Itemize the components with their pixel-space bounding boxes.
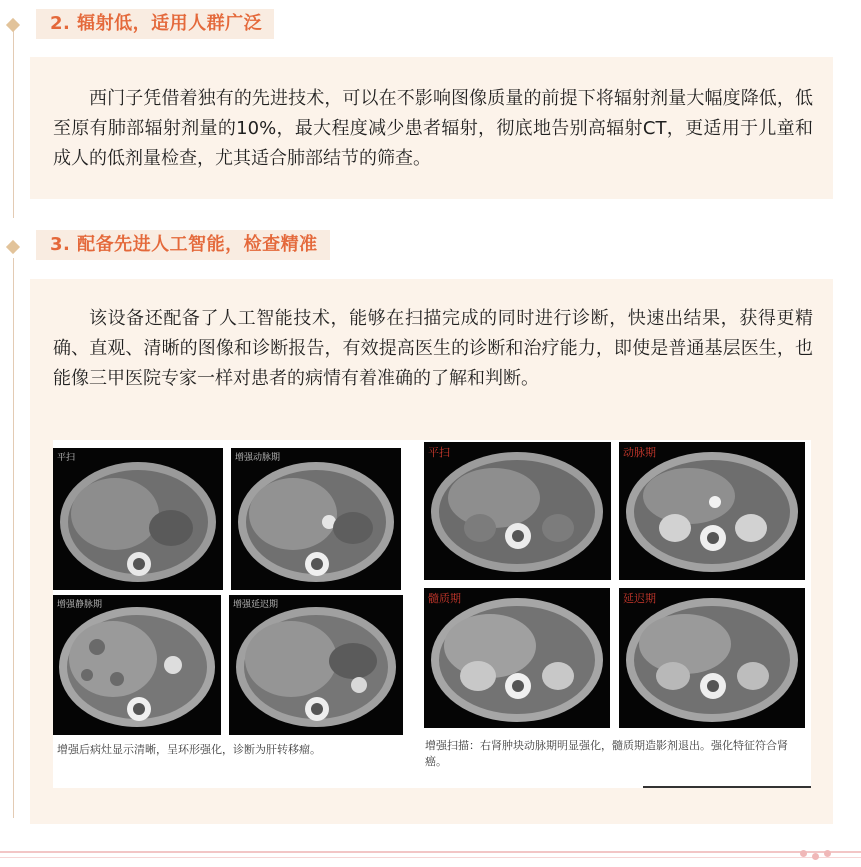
bottom-divider — [0, 851, 861, 853]
ct-image-liver-arterial — [231, 448, 401, 590]
ct-image-liver-plain — [53, 448, 223, 590]
section-heading-ai: 3. 配备先进人工智能，检查精准 — [36, 230, 330, 260]
ct-image-kidney-arterial — [619, 442, 805, 580]
ct-label: 动脉期 — [623, 446, 656, 459]
diamond-bullet-icon — [6, 240, 20, 254]
flower-ornament-icon — [800, 850, 807, 857]
timeline-line-top — [13, 30, 14, 218]
ct-scan-figure — [53, 440, 811, 788]
ct-image-kidney-delayed — [619, 588, 805, 728]
caption-underline — [643, 786, 811, 788]
ct-label: 增强延迟期 — [233, 600, 279, 610]
flower-ornament-icon — [824, 850, 831, 857]
bottom-divider-thin — [0, 857, 861, 858]
ct-image-kidney-plain — [424, 442, 611, 580]
ct-label: 平扫 — [428, 446, 450, 459]
ct-label: 髓质期 — [428, 592, 461, 605]
ct-label: 增强静脉期 — [57, 600, 103, 610]
ct-label: 平扫 — [57, 453, 76, 463]
ct-image-kidney-medullary — [424, 588, 610, 728]
flower-ornament-icon — [812, 853, 819, 860]
ct-label: 增强动脉期 — [235, 453, 281, 463]
ct-image-liver-delayed — [229, 595, 403, 735]
timeline-line-bottom — [13, 258, 14, 818]
section-paragraph-radiation: 西门子凭借着独有的先进技术，可以在不影响图像质量的前提下将辐射剂量大幅度降低，低至原有肺部辐射剂量的10%，最大程度减少患者辐射，彻底地告别高辐射CT，更适用于儿童和成人的低剂量检查，尤其适合肺部结节的筛查。 — [53, 88, 813, 169]
diamond-bullet-icon — [6, 18, 20, 32]
figure-caption-kidney: 增强扫描：右肾肿块动脉期明显强化，髓质期造影剂退出。强化特征符合肾癌。 — [425, 739, 788, 768]
section-paragraph-ai: 该设备还配备了人工智能技术，能够在扫描完成的同时进行诊断，快速出结果，获得更精确、直观、清晰的图像和诊断报告，有效提高医生的诊断和治疗能力，即使是普通基层医生，也能像三甲医院专家一样对患者的病情有着准确的了解和判断。 — [53, 308, 813, 389]
ct-image-liver-venous — [53, 595, 221, 735]
figure-caption-liver: 增强后病灶显示清晰，呈环形强化，诊断为肝转移瘤。 — [57, 743, 321, 756]
ct-label: 延迟期 — [623, 592, 656, 605]
section-heading-radiation: 2. 辐射低，适用人群广泛 — [36, 9, 274, 39]
